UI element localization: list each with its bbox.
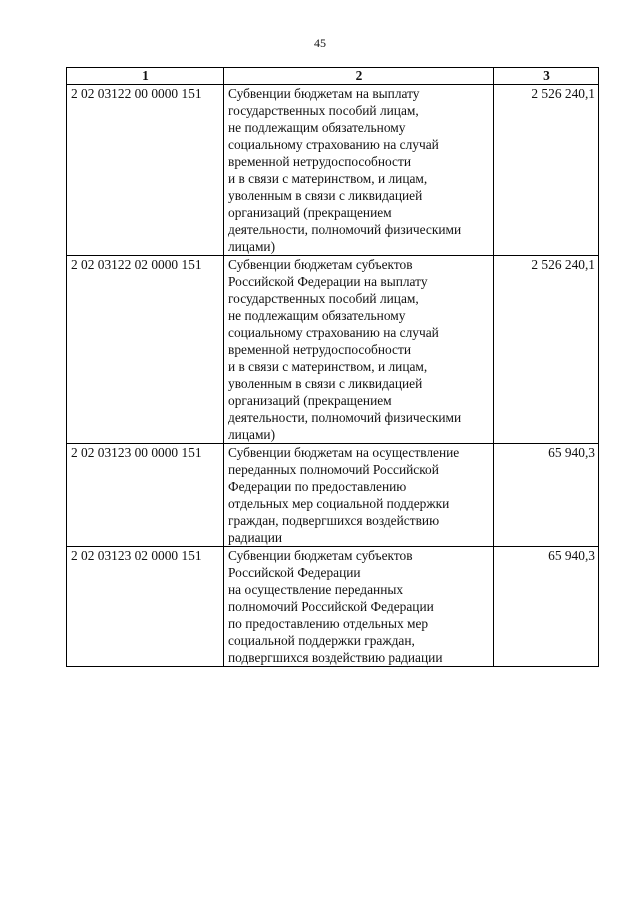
- row-amount-cell: 65 940,3: [494, 444, 599, 547]
- description-line: государственных пособий лицам,: [228, 103, 419, 118]
- description-line: социальному страхованию на случай: [228, 325, 439, 340]
- row-code-cell: 2 02 03122 02 0000 151: [67, 256, 224, 444]
- table-header-row: [67, 68, 599, 85]
- description-line: отдельных мер социальной поддержки: [228, 496, 450, 511]
- row-amount-cell: 65 940,3: [494, 547, 599, 667]
- table-row: [67, 256, 599, 444]
- column-header-description: 2: [224, 68, 494, 85]
- description-line: Субвенции бюджетам на выплату: [228, 86, 420, 101]
- description-line: организаций (прекращением: [228, 205, 392, 220]
- description-line: лицами): [228, 239, 276, 254]
- description-line: деятельности, полномочий физическими: [228, 222, 462, 237]
- description-line: временной нетрудоспособности: [228, 342, 412, 357]
- description-line: уволенным в связи с ликвидацией: [228, 376, 423, 391]
- row-code-cell: 2 02 03122 00 0000 151: [67, 85, 224, 256]
- description-line: временной нетрудоспособности: [228, 154, 412, 169]
- description-line: Российской Федерации: [228, 565, 361, 580]
- row-description-cell: [224, 85, 494, 256]
- row-description-cell: [224, 547, 494, 667]
- description-line: Субвенции бюджетам на осуществление: [228, 445, 460, 460]
- row-code-cell: 2 02 03123 02 0000 151: [67, 547, 224, 667]
- budget-table: [66, 67, 599, 667]
- description-line: по предоставлению отдельных мер: [228, 616, 429, 631]
- description-line: на осуществление переданных: [228, 582, 404, 597]
- description-line: Субвенции бюджетам субъектов: [228, 548, 413, 563]
- description-line: социальной поддержки граждан,: [228, 633, 415, 648]
- row-description-cell: [224, 256, 494, 444]
- description-line: и в связи с материнством, и лицам,: [228, 171, 428, 186]
- description-line: полномочий Российской Федерации: [228, 599, 434, 614]
- description-line: не подлежащим обязательному: [228, 308, 406, 323]
- description-line: Федерации по предоставлению: [228, 479, 407, 494]
- column-header-code: 1: [67, 68, 224, 85]
- table-row: [67, 444, 599, 547]
- table-body: [67, 85, 599, 667]
- description-line: социальному страхованию на случай: [228, 137, 439, 152]
- description-line: Субвенции бюджетам субъектов: [228, 257, 413, 272]
- description-line: радиации: [228, 530, 283, 545]
- description-line: граждан, подвергшихся воздействию: [228, 513, 440, 528]
- row-code-cell: 2 02 03123 00 0000 151: [67, 444, 224, 547]
- description-line: подвергшихся воздействию радиации: [228, 650, 443, 665]
- description-line: переданных полномочий Российской: [228, 462, 439, 477]
- description-line: Российской Федерации на выплату: [228, 274, 428, 289]
- description-line: и в связи с материнством, и лицам,: [228, 359, 428, 374]
- table-row: [67, 85, 599, 256]
- description-line: лицами): [228, 427, 276, 442]
- page-number: 45: [314, 36, 326, 50]
- column-header-amount: 3: [494, 68, 599, 85]
- table-row: [67, 547, 599, 667]
- description-line: государственных пособий лицам,: [228, 291, 419, 306]
- description-line: не подлежащим обязательному: [228, 120, 406, 135]
- row-amount-cell: 2 526 240,1: [494, 85, 599, 256]
- description-line: организаций (прекращением: [228, 393, 392, 408]
- description-line: уволенным в связи с ликвидацией: [228, 188, 423, 203]
- description-line: деятельности, полномочий физическими: [228, 410, 462, 425]
- row-description-cell: [224, 444, 494, 547]
- row-amount-cell: 2 526 240,1: [494, 256, 599, 444]
